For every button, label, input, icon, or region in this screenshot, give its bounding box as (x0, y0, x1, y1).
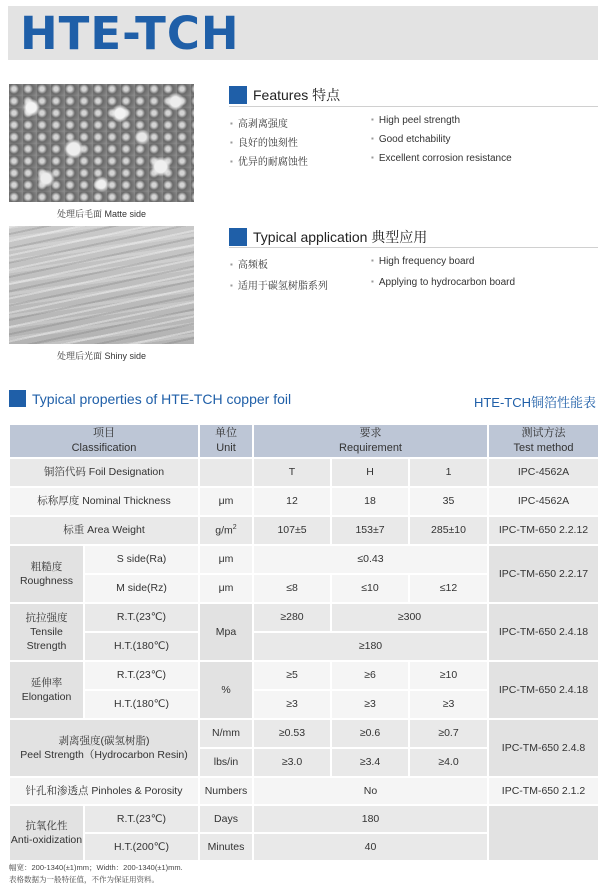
value-cell: 12 (253, 487, 331, 516)
value-cell: 35 (409, 487, 488, 516)
unit-cell: N/mm (199, 719, 253, 748)
value-cell: ≤12 (409, 574, 488, 603)
feature-item-cn: ▪ 良好的蚀刻性 (230, 134, 298, 149)
method-cell (488, 805, 599, 861)
value-cell: ≥3 (253, 690, 331, 719)
header-test-method: 测试方法 Test method (488, 424, 599, 458)
value-cell: 180 (253, 805, 488, 833)
value-cell: 285±10 (409, 516, 488, 545)
sub-label: H.T.(180℃) (84, 632, 199, 661)
row-label: 抗氧化性 Anti-oxidization (9, 805, 84, 861)
value-cell: ≥180 (253, 632, 488, 661)
value-cell: 1 (409, 458, 488, 487)
shiny-side-photo (9, 226, 194, 344)
unit-cell: $g/m^2$ (199, 516, 253, 545)
blue-square-icon (9, 390, 26, 407)
method-cell: IPC-TM-650 2.4.18 (488, 661, 599, 719)
unit-cell: Numbers (199, 777, 253, 805)
row-label: 针孔和渗透点 Pinholes & Porosity (9, 777, 199, 805)
sub-label: H.T.(180℃) (84, 690, 199, 719)
value-cell: ≥0.7 (409, 719, 488, 748)
method-cell: IPC-TM-650 2.4.8 (488, 719, 599, 777)
title-bar (8, 6, 598, 60)
application-item-cn: ▪ 适用于碳氢树脂系列 (230, 277, 328, 292)
value-cell: ≥3.4 (331, 748, 409, 777)
unit-cell: lbs/in (199, 748, 253, 777)
product-title: HTE-TCH (20, 7, 240, 60)
table-row (9, 603, 599, 632)
application-item-en: ▪ Applying to hydrocarbon board (371, 277, 515, 288)
table-row (9, 487, 599, 516)
unit-cell: μm (199, 487, 253, 516)
method-cell: IPC-TM-650 2.1.2 (488, 777, 599, 805)
header-classification: 项目 Classification (9, 424, 199, 458)
row-label: 延伸率 Elongation (9, 661, 84, 719)
method-cell: IPC-TM-650 2.2.17 (488, 545, 599, 603)
value-cell: ≤10 (331, 574, 409, 603)
value-cell: 153±7 (331, 516, 409, 545)
value-cell: ≥280 (253, 603, 331, 632)
value-cell: No (253, 777, 488, 805)
sub-label: H.T.(200℃) (84, 833, 199, 861)
row-label: 标重 Area Weight (9, 516, 199, 545)
shiny-side-caption: 处理后光面 Shiny side (56, 351, 147, 361)
table-row (9, 719, 599, 748)
unit-cell: μm (199, 574, 253, 603)
method-cell: IPC-TM-650 2.2.12 (488, 516, 599, 545)
value-cell: ≥300 (331, 603, 488, 632)
footnote-width: 幅宽：200-1340(±1)mm；Width：200-1340(±1)mm. (9, 863, 183, 872)
value-cell: ≤0.43 (253, 545, 488, 574)
matte-side-photo (9, 84, 194, 202)
application-item-en: ▪ High frequency board (371, 256, 474, 267)
table-row (9, 458, 599, 487)
header-requirement: 要求 Requirement (253, 424, 488, 458)
feature-item-en: ▪ High peel strength (371, 115, 460, 126)
value-cell: ≥3.0 (253, 748, 331, 777)
row-label: 铜箔代码 Foil Designation (9, 458, 199, 487)
application-item-cn: ▪ 高频板 (230, 256, 268, 271)
blue-square-icon (229, 86, 247, 104)
unit-cell (199, 458, 253, 487)
value-cell: ≥3 (409, 690, 488, 719)
feature-item-en: ▪ Good etchability (371, 134, 451, 145)
value-cell: ≥0.53 (253, 719, 331, 748)
properties-heading-text: Typical properties of HTE-TCH copper foil (32, 390, 292, 407)
properties-heading-cn: HTE-TCH铜箔性能表 (473, 395, 596, 410)
sub-label: R.T.(23℃) (84, 661, 199, 690)
application-heading (229, 227, 427, 247)
table-row (9, 545, 599, 574)
value-cell: T (253, 458, 331, 487)
method-cell: IPC-4562A (488, 487, 599, 516)
unit-cell: % (199, 661, 253, 719)
features-divider (229, 106, 598, 107)
feature-item-cn: ▪ 高剥离强度 (230, 115, 288, 130)
table-row (9, 805, 599, 833)
footnote-disclaimer: 表格数据为一般特征值，不作为保证用资料。 (9, 875, 159, 884)
table-row (9, 516, 599, 545)
value-cell: 107±5 (253, 516, 331, 545)
row-label: 剥离强度(碳氢树脂) Peel Strength（Hydrocarbon Resin) (9, 719, 199, 777)
method-cell: IPC-TM-650 2.4.18 (488, 603, 599, 661)
row-label: 粗糙度 Roughness (9, 545, 84, 603)
unit-cell: Minutes (199, 833, 253, 861)
table-row (9, 777, 599, 805)
properties-table (8, 423, 600, 862)
sub-label: R.T.(23℃) (84, 603, 199, 632)
table-header-row (9, 424, 599, 458)
value-cell: H (331, 458, 409, 487)
application-heading-text: Typical application 典型应用 (253, 229, 428, 245)
table-row (9, 661, 599, 690)
value-cell: ≥4.0 (409, 748, 488, 777)
blue-square-icon (229, 228, 247, 246)
sub-label: R.T.(23℃) (84, 805, 199, 833)
value-cell: ≥3 (331, 690, 409, 719)
sub-label: M side(Rz) (84, 574, 199, 603)
row-label: 标称厚度 Nominal Thickness (9, 487, 199, 516)
features-heading-text: Features 特点 (253, 87, 341, 103)
value-cell: ≤8 (253, 574, 331, 603)
header-unit: 单位 Unit (199, 424, 253, 458)
sub-label: S side(Ra) (84, 545, 199, 574)
method-cell: IPC-4562A (488, 458, 599, 487)
value-cell: ≥0.6 (331, 719, 409, 748)
properties-heading (9, 390, 291, 407)
feature-item-cn: ▪ 优异的耐腐蚀性 (230, 153, 308, 168)
value-cell: ≥6 (331, 661, 409, 690)
row-label: 抗拉强度 Tensile Strength (9, 603, 84, 661)
matte-side-caption: 处理后毛面 Matte side (56, 209, 147, 219)
value-cell: ≥10 (409, 661, 488, 690)
value-cell: 40 (253, 833, 488, 861)
features-heading (229, 85, 340, 105)
feature-item-en: ▪ Excellent corrosion resistance (371, 153, 512, 164)
application-divider (229, 247, 598, 248)
unit-cell: Days (199, 805, 253, 833)
value-cell: ≥5 (253, 661, 331, 690)
unit-cell: Mpa (199, 603, 253, 661)
unit-cell: μm (199, 545, 253, 574)
value-cell: 18 (331, 487, 409, 516)
